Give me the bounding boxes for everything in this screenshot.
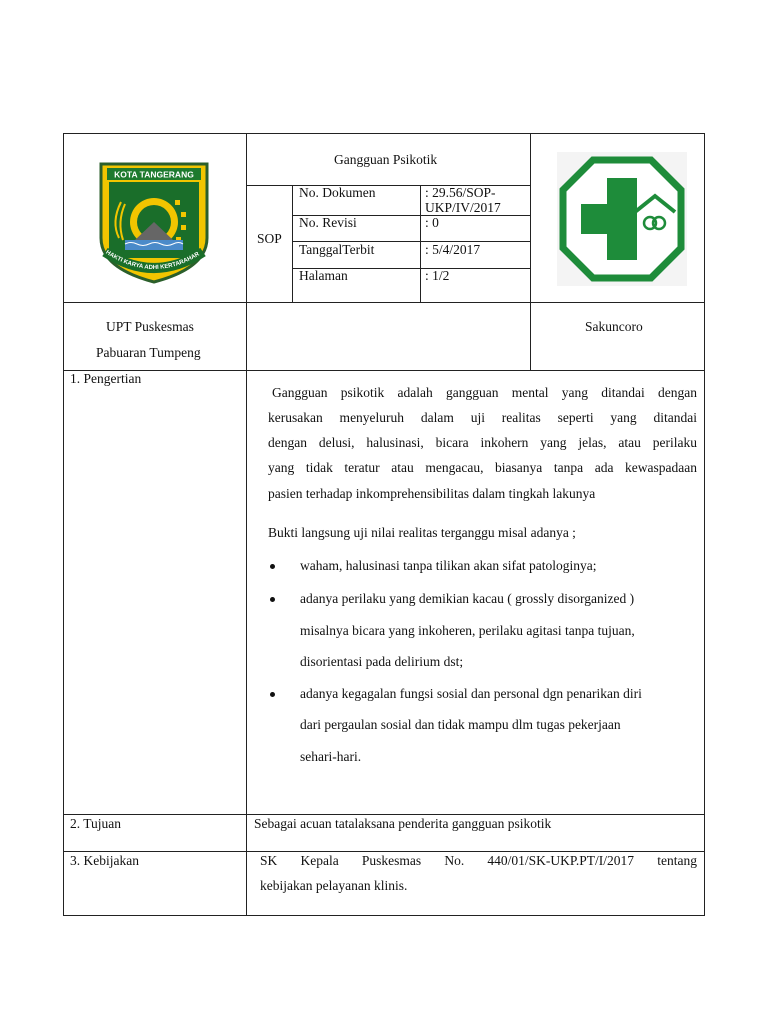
bullet-text: waham, halusinasi tanpa tilikan akan sifat patologinya; [300, 558, 597, 573]
meta-value-no-dokumen-2: UKP/IV/2017 [425, 200, 501, 215]
tujuan-text: Sebagai acuan tatalaksana penderita gangguan psikotik [254, 816, 552, 831]
bullet-text: adanya kegagalan fungsi sosial dan personal dgn penarikan diri [300, 686, 642, 701]
bullet-dot [270, 597, 275, 602]
pengertian-line: Gangguan psikotik adalah gangguan mental yang ditandai dengan [272, 385, 697, 400]
pengertian-line: dengan delusi, halusinasi, bicara inkohern yang jelas, atau perilaku [268, 435, 697, 450]
kebijakan-line: SK Kepala Puskesmas No. 440/01/SK-UKP.PT/I/2017 tentang [260, 853, 697, 868]
meta-label-halaman: Halaman [299, 268, 348, 283]
pengertian-line: pasien terhadap inkomprehensibilitas dalam tingkah lakunya [268, 486, 596, 501]
meta-value-halaman: : 1/2 [425, 268, 450, 283]
bullet-dot [270, 692, 275, 697]
bullet-text: adanya perilaku yang demikian kacau ( grossly disorganized ) [300, 591, 635, 606]
section-label-tujuan: 2. Tujuan [70, 816, 122, 831]
org-name-line1: UPT Puskesmas [106, 319, 194, 334]
bullet-text: disorientasi pada delirium dst; [300, 654, 464, 669]
pengertian-intro: Bukti langsung uji nilai realitas terganggu misal adanya ; [268, 525, 576, 540]
bullet-dot [270, 564, 275, 569]
pengertian-line: yang tidak teratur atau mengacau, biasanya tanpa ada kewaspadaan [268, 460, 697, 475]
section-label-kebijakan: 3. Kebijakan [70, 853, 139, 868]
meta-label-tanggal-terbit: TanggalTerbit [299, 242, 375, 257]
meta-label-no-revisi: No. Revisi [299, 215, 357, 230]
org-name-line2: Pabuaran Tumpeng [96, 345, 201, 360]
svg-text:BHAKTI KARYA ADHI KERTARAHARJA: HAKTI KARYA ADHI KERTARAHAR [104, 249, 201, 272]
pengertian-line: kerusakan menyeluruh dalam uji realitas seperti yang ditandai [268, 410, 697, 425]
kebijakan-line: kebijakan pelayanan klinis. [260, 878, 408, 893]
bullet-text: misalnya bicara yang inkoheren, perilaku agitasi tanpa tujuan, [300, 623, 635, 638]
document-title: Gangguan Psikotik [334, 152, 438, 167]
meta-label-no-dokumen: No. Dokumen [299, 185, 376, 200]
bullet-text: dari pergaulan sosial dan tidak mampu dlm tugas pekerjaan [300, 717, 621, 732]
meta-value-tanggal-terbit: : 5/4/2017 [425, 242, 481, 257]
puskesmas-logo [557, 152, 687, 286]
signer-name: Sakuncoro [585, 319, 643, 334]
section-label-pengertian: 1. Pengertian [70, 371, 142, 386]
meta-value-no-dokumen-1: : 29.56/SOP- [425, 185, 496, 200]
sop-label: SOP [257, 231, 282, 246]
svg-text:KOTA TANGERANG: KOTA TANGERANG [114, 169, 194, 180]
bullet-text: sehari-hari. [300, 749, 362, 764]
meta-value-no-revisi: : 0 [425, 215, 439, 230]
kota-tangerang-logo [95, 160, 213, 285]
